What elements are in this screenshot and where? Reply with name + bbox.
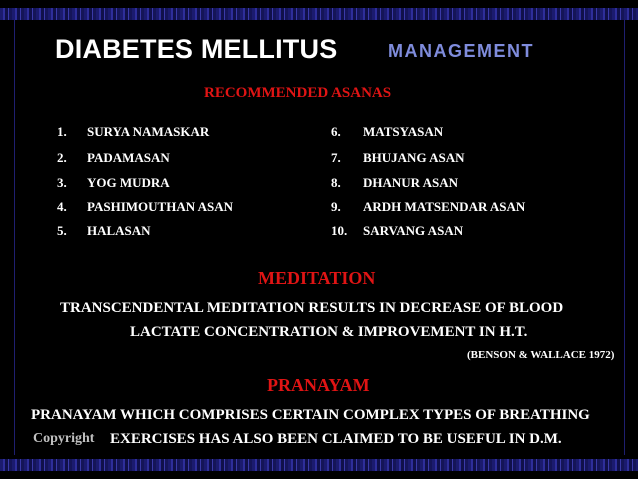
- meditation-text-line1: TRANSCENDENTAL MEDITATION RESULTS IN DECREASE OF BLOOD: [60, 300, 564, 316]
- list-item-number: 9.: [331, 199, 341, 214]
- list-item-number: 4.: [57, 199, 67, 214]
- top-decorative-stripes: [0, 8, 638, 20]
- pranayam-heading: PRANAYAM: [267, 375, 370, 395]
- list-item-name: YOG MUDRA: [87, 175, 170, 190]
- list-item-name: DHANUR ASAN: [363, 175, 458, 190]
- list-item-number: 1.: [57, 124, 67, 139]
- list-item-name: HALASAN: [87, 223, 151, 238]
- copyright-label: Copyright: [33, 431, 95, 446]
- list-item-number: 10.: [331, 223, 348, 238]
- list-item-number: 7.: [331, 150, 341, 165]
- bottom-decorative-stripes: [0, 459, 638, 471]
- list-item-name: PASHIMOUTHAN ASAN: [87, 199, 234, 214]
- asanas-heading: RECOMMENDED ASANAS: [204, 85, 392, 101]
- meditation-text-line2: LACTATE CONCENTRATION & IMPROVEMENT IN H.T.: [130, 324, 528, 340]
- list-item-number: 2.: [57, 150, 67, 165]
- list-item-name: SURYA NAMASKAR: [87, 124, 210, 139]
- pranayam-text-line2: EXERCISES HAS ALSO BEEN CLAIMED TO BE USEFUL IN D.M.: [110, 431, 562, 447]
- list-item-number: 3.: [57, 175, 67, 190]
- list-item-number: 6.: [331, 124, 341, 139]
- slide-title-suffix: MANAGEMENT: [388, 41, 534, 61]
- meditation-heading: MEDITATION: [258, 268, 376, 288]
- slide-title: DIABETES MELLITUS: [55, 34, 338, 64]
- left-border-line: [14, 20, 15, 455]
- list-item-name: ARDH MATSENDAR ASAN: [363, 199, 526, 214]
- citation: (BENSON & WALLACE 1972): [467, 349, 615, 361]
- list-item-name: MATSYASAN: [363, 124, 444, 139]
- list-item-name: PADAMASAN: [87, 150, 170, 165]
- list-item-name: SARVANG ASAN: [363, 223, 464, 238]
- list-item-number: 5.: [57, 223, 67, 238]
- right-border-line: [624, 20, 625, 455]
- list-item-number: 8.: [331, 175, 341, 190]
- pranayam-text-line1: PRANAYAM WHICH COMPRISES CERTAIN COMPLEX TYPES OF BREATHING: [31, 407, 590, 423]
- list-item-name: BHUJANG ASAN: [363, 150, 465, 165]
